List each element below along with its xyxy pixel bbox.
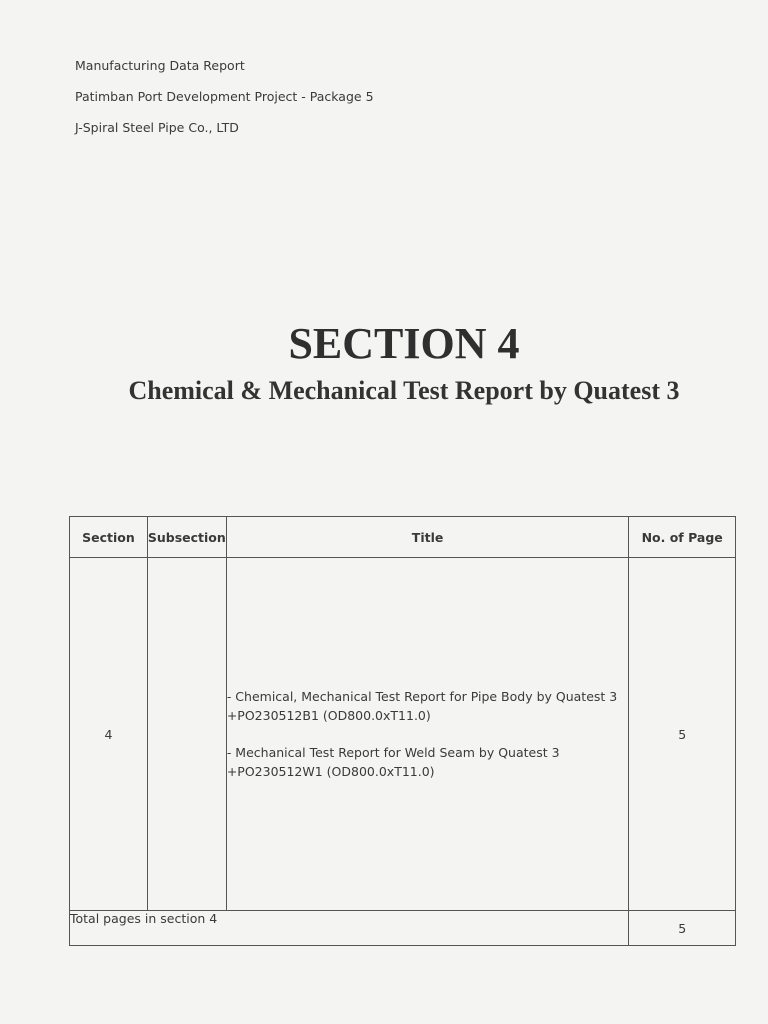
- header-title: Title: [226, 517, 629, 558]
- table-row: [70, 558, 736, 911]
- entry-pipe-body: [227, 687, 629, 725]
- section-subtitle: Chemical & Mechanical Test Report by Quatest 3: [128, 376, 680, 405]
- total-row: [70, 911, 736, 946]
- entry-weld-seam-po: +PO230512W1 (OD800.0xT11.0): [226, 764, 435, 779]
- entry-weld-seam: [227, 743, 629, 781]
- row-section: 4: [70, 558, 148, 911]
- section-title: SECTION 4: [288, 319, 520, 368]
- company-name: J-Spiral Steel Pipe Co., LTD: [75, 120, 239, 135]
- header-subsection: Subsection: [147, 517, 226, 558]
- report-header: [75, 58, 374, 151]
- entry-weld-seam-title: - Mechanical Test Report for Weld Seam by Quatest 3: [226, 745, 560, 760]
- contents-table: [69, 516, 736, 946]
- entry-pipe-body-title: - Chemical, Mechanical Test Report for Pipe Body by Quatest 3: [226, 689, 618, 704]
- total-label: Total pages in section 4: [70, 911, 629, 946]
- project-name: Patimban Port Development Project - Package 5: [75, 89, 374, 104]
- row-subsection: [147, 558, 226, 911]
- header-section: Section: [70, 517, 148, 558]
- total-pages: 5: [629, 911, 736, 946]
- entry-pipe-body-po: +PO230512B1 (OD800.0xT11.0): [226, 708, 431, 723]
- table-header-row: [70, 517, 736, 558]
- row-pages: 5: [629, 558, 736, 911]
- report-type: Manufacturing Data Report: [75, 58, 245, 73]
- header-pages: No. of Page: [629, 517, 736, 558]
- row-title: [226, 558, 629, 911]
